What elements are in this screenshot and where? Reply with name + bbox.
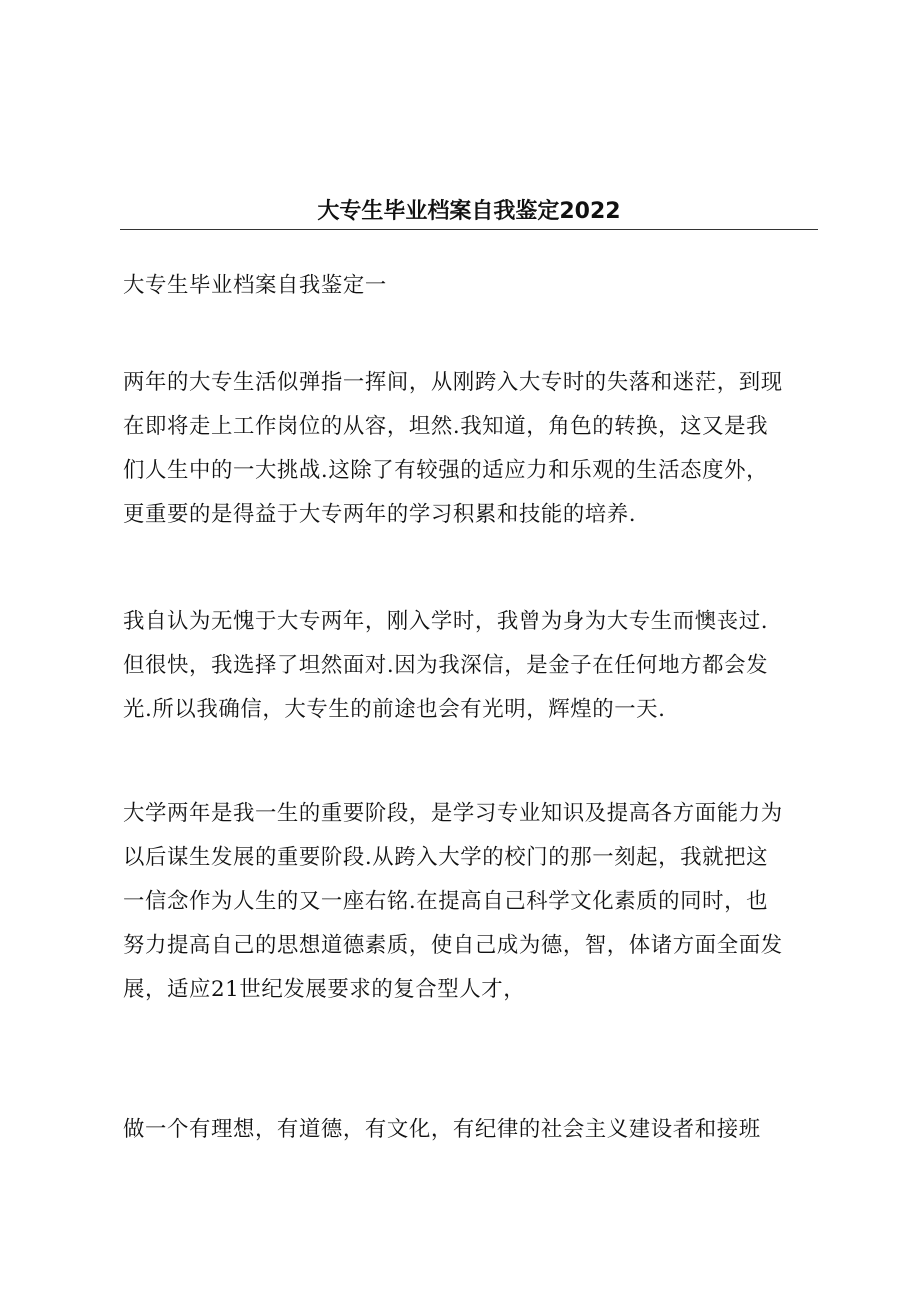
paragraph-line: 在即将走上工作岗位的从容，坦然.我知道，角色的转换，这又是我: [123, 414, 769, 439]
paragraph-line: 两年的大专生活似弹指一挥间，从刚跨入大专时的失落和迷茫，到现: [123, 370, 783, 395]
paragraph-line: 更重要的是得益于大专两年的学习积累和技能的培养.: [123, 502, 637, 527]
title-underline-rule: [120, 229, 818, 230]
paragraph-line: 光.所以我确信，大专生的前途也会有光明，辉煌的一天.: [123, 697, 666, 722]
document-title: 大专生毕业档案自我鉴定2022: [317, 199, 621, 224]
paragraph-4: [123, 1108, 823, 1152]
paragraph-line: 一信念作为人生的又一座右铭.在提高自己科学文化素质的同时，也: [123, 889, 769, 914]
paragraph-line: 们人生中的一大挑战.这除了有较强的适应力和乐观的生活态度外，: [123, 458, 769, 483]
paragraph-line: 但很快，我选择了坦然面对.因为我深信，是金子在任何地方都会发: [123, 653, 769, 678]
paragraph-2: [123, 600, 823, 732]
paragraph-line: 大学两年是我一生的重要阶段，是学习专业知识及提高各方面能力为: [123, 801, 783, 826]
paragraph-line: 努力提高自己的思想道德素质，使自己成为德，智，体诸方面全面发: [123, 933, 783, 958]
subheading-text: 大专生毕业档案自我鉴定一: [123, 273, 387, 298]
paragraph-line: 我自认为无愧于大专两年，刚入学时，我曾为身为大专生而懊丧过.: [123, 609, 769, 634]
paragraph-1: [123, 361, 823, 537]
section-subheading: [123, 264, 823, 308]
paragraph-line: 展，适应21世纪发展要求的复合型人才，: [123, 977, 526, 1002]
paragraph-line: 做一个有理想，有道德，有文化，有纪律的社会主义建设者和接班: [123, 1117, 761, 1142]
paragraph-3: [123, 792, 823, 1012]
paragraph-line: 以后谋生发展的重要阶段.从跨入大学的校门的那一刻起，我就把这: [123, 845, 769, 870]
